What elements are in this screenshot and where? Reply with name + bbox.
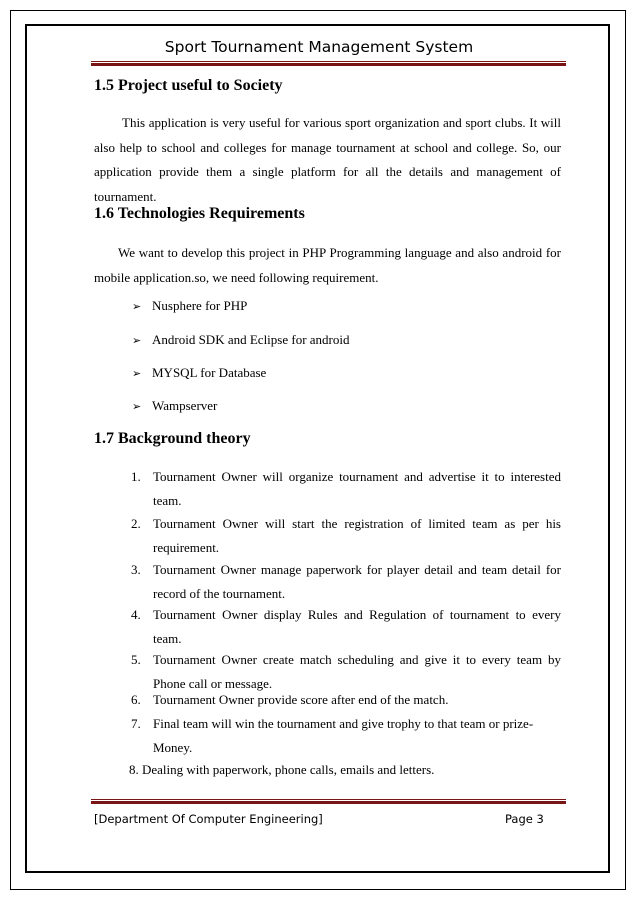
list-text: 8. Dealing with paperwork, phone calls, emails and letters. [129,762,435,777]
list-text: Tournament Owner will organize tournament and advertise it to interested [153,469,561,484]
paragraph-line: mobile application.so, we need following requirement. [94,269,379,285]
list-number: 1. [131,469,141,484]
list-text: Phone call or message. [153,676,273,691]
bullet-text: Nusphere for PHP [152,298,248,313]
list-text: Tournament Owner create match scheduling and give it to every team by [153,652,561,667]
paragraph-line: also help to school and colleges for manage tournament at school and college. So, our [94,139,561,155]
requirement-bullet [132,332,350,349]
list-number: 7. [131,716,141,731]
bullet-text: MYSQL for Database [152,365,267,380]
header-title: Sport Tournament Management System [164,38,474,56]
list-item [131,603,561,651]
paragraph-line: This application is very useful for various sport organization and sport clubs. It will [122,115,561,130]
list-number: 4. [131,607,141,622]
list-text: requirement. [153,540,220,555]
section-1-5-paragraph [94,111,561,209]
bullet-text: Wampserver [152,398,218,413]
footer-department: [Department Of Computer Engineering] [94,812,323,826]
footer-page-number: Page 3 [505,812,544,826]
header-rule [91,61,566,66]
list-item [131,558,561,606]
list-text: Final team will win the tournament and give trophy to that team or prize- [153,716,534,731]
list-text: Money. [153,740,193,755]
footer-rule [91,799,566,804]
arrow-bullet-icon: ➢ [132,367,142,380]
list-text: Tournament Owner will start the registration of limited team as per his [153,516,561,531]
paragraph-line: tournament. [94,188,157,204]
list-text: Tournament Owner manage paperwork for player detail and team detail for [153,562,561,577]
section-heading-1-6: 1.6 Technologies Requirements [94,205,305,222]
list-number: 3. [131,562,141,577]
list-item [131,712,561,760]
list-item [129,758,559,782]
list-text: team. [153,493,182,508]
list-number: 2. [131,516,141,531]
list-item [131,465,561,513]
paragraph-line: We want to develop this project in PHP Programming language and also android for [118,245,561,260]
requirement-bullet [132,365,266,382]
list-number: 6. [131,692,141,707]
list-number: 5. [131,652,141,667]
section-heading-1-7: 1.7 Background theory [94,430,251,447]
requirement-bullet [132,398,217,415]
section-heading-1-5: 1.5 Project useful to Society [94,77,283,94]
list-text: Tournament Owner display Rules and Regulation of tournament to every [153,607,561,622]
arrow-bullet-icon: ➢ [132,400,142,413]
list-item [131,512,561,560]
paragraph-line: application provide them a single platform for all the details and management of [94,164,561,179]
requirement-bullet [132,298,247,315]
bullet-text: Android SDK and Eclipse for android [152,332,350,347]
list-text: team. [153,631,182,646]
arrow-bullet-icon: ➢ [132,300,142,313]
arrow-bullet-icon: ➢ [132,334,142,347]
section-1-6-paragraph [94,241,561,290]
list-item [131,688,561,712]
list-text: Tournament Owner provide score after end of the match. [153,692,449,707]
list-text: record of the tournament. [153,586,286,601]
